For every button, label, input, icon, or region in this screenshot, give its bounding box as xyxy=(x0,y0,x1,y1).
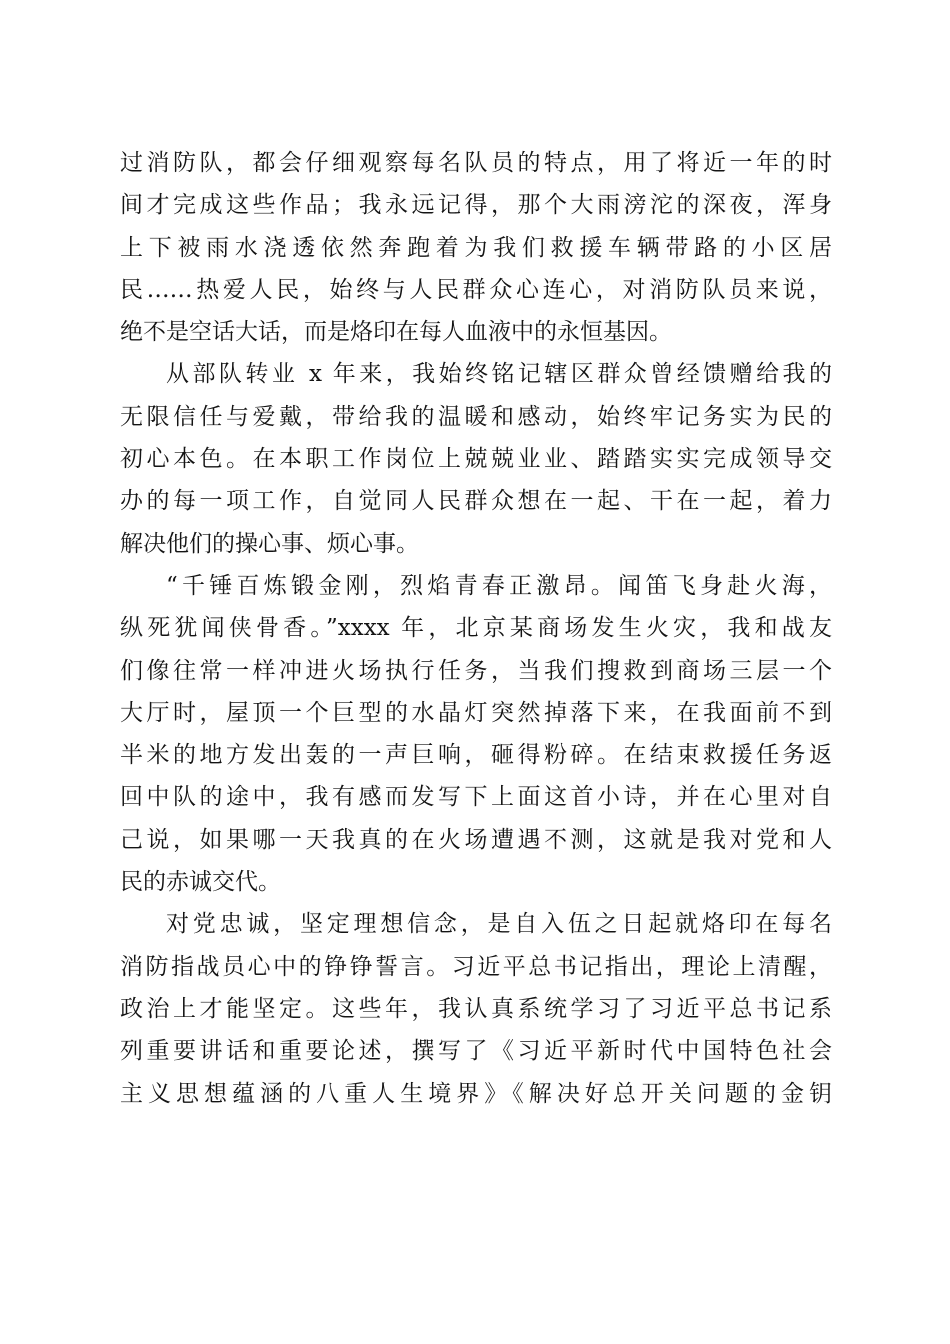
text-line: 列重要讲话和重要论述，撰写了《习近平新时代中国特色社会 xyxy=(120,1038,832,1065)
text-line: 民……热爱人民，始终与人民群众心连心，对消防队员来说， xyxy=(120,276,832,303)
text-line: 己说，如果哪一天我真的在火场遭遇不测，这就是我对党和人 xyxy=(120,826,832,853)
text-line: 无限信任与爱戴，带给我的温暖和感动，始终牢记务实为民的 xyxy=(120,403,832,430)
text-line: 消防指战员心中的铮铮誓言。习近平总书记指出，理论上清醒， xyxy=(120,953,832,980)
text-line: 过消防队，都会仔细观察每名队员的特点，用了将近一年的时 xyxy=(120,150,832,176)
paragraph-1 xyxy=(120,142,832,353)
paragraph-4 xyxy=(120,903,832,1114)
text-line: 纵死犹闻侠骨香。”xxxx 年，北京某商场发生火灾，我和战友 xyxy=(120,615,832,642)
text-line: 解决他们的操心事、烦心事。 xyxy=(120,530,419,557)
text-line: 办的每一项工作，自觉同人民群众想在一起、干在一起，着力 xyxy=(120,488,832,515)
paragraph-2 xyxy=(120,353,832,564)
text-line: 从部队转业 x 年来，我始终铭记辖区群众曾经馈赠给我的 xyxy=(166,361,832,388)
text-line: 初心本色。在本职工作岗位上兢兢业业、踏踏实实完成领导交 xyxy=(120,446,832,473)
text-line: 半米的地方发出轰的一声巨响，砸得粉碎。在结束救援任务返 xyxy=(120,742,832,769)
text-line: 民的赤诚交代。 xyxy=(120,869,281,896)
text-line: 上下被雨水浇透依然奔跑着为我们救援车辆带路的小区居 xyxy=(120,234,832,261)
paragraph-3 xyxy=(120,565,832,903)
text-line: 大厅时，屋顶一个巨型的水晶灯突然掉落下来，在我面前不到 xyxy=(120,699,832,726)
text-line: 主义思想蕴涵的八重人生境界》《解决好总开关问题的金钥 xyxy=(120,1080,832,1107)
text-line: 回中队的途中，我有感而发写下上面这首小诗，并在心里对自 xyxy=(120,784,832,811)
text-line: 政治上才能坚定。这些年，我认真系统学习了习近平总书记系 xyxy=(120,995,832,1022)
text-line: “千锤百炼锻金刚，烈焰青春正激昂。闻笛飞身赴火海， xyxy=(166,572,832,599)
text-line: 对党忠诚，坚定理想信念，是自入伍之日起就烙印在每名 xyxy=(166,911,832,938)
text-line: 间才完成这些作品；我永远记得，那个大雨滂沱的深夜，浑身 xyxy=(120,192,832,219)
document-body xyxy=(120,142,832,1115)
text-line: 绝不是空话大话，而是烙印在每人血液中的永恒基因。 xyxy=(120,319,672,346)
text-line: 们像往常一样冲进火场执行任务，当我们搜救到商场三层一个 xyxy=(120,657,832,684)
